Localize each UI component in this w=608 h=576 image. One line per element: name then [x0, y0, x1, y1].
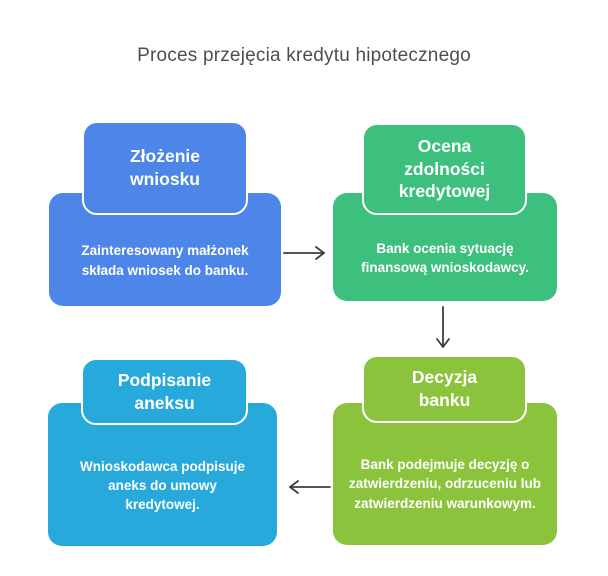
step-header-box [81, 358, 248, 425]
step-description: Zainteresowany małżonek składa wniosek do banku. [81, 243, 249, 278]
step-description: Bank ocenia sytuację finansową wnioskodawcy. [361, 240, 529, 275]
arrow-left-icon [284, 477, 332, 497]
step-header-box [362, 355, 527, 423]
arrow-down-icon [433, 305, 453, 353]
step-title: Decyzja banku [411, 367, 478, 410]
step-title: Ocena zdolności kredytowej [398, 135, 491, 202]
step-header-box [82, 121, 248, 215]
step-title: Podpisanie aneksu [117, 369, 212, 413]
step-header-box [362, 123, 527, 215]
step-body-box [333, 403, 557, 545]
step-description: Bank podejmuje decyzję o zatwierdzeniu, odrzuceniu lub zatwierdzeniu warunkowym. [349, 457, 542, 511]
arrow-right-icon [282, 243, 330, 263]
step-description: Wnioskodawca podpisuje aneks do umowy kredytowej. [79, 458, 246, 513]
step-title: Złożenie wniosku [129, 146, 200, 189]
diagram-title: Proces przejęcia kredytu hipotecznego [137, 45, 471, 66]
